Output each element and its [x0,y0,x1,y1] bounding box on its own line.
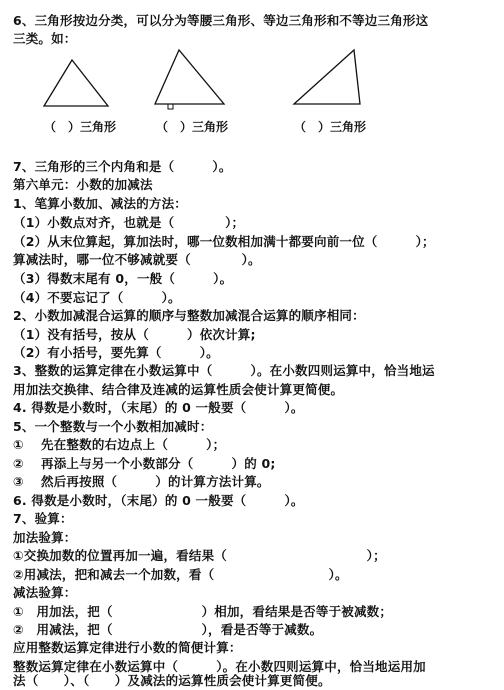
item-3-line-2: 用加法交换律、结合律及连减的运算性质会使计算更简便。 [13,382,344,397]
triangle-caption-3: （ ）三角形 [294,120,367,134]
scalene-triangle-figure [292,48,362,104]
addition-check-1: ①交换加数的位置再加一遍，看结果（ ）； [13,548,386,563]
q7-angle-sum: 7、三角形的三个内角和是（ ）。 [13,159,232,174]
right-angle-triangle-figure [152,48,232,104]
item-4: 4. 得数是小数时，（末尾）的 0 一般要（ ）。 [13,400,304,415]
item-6: 6. 得数是小数时，（末尾）的 0 一般要（ ）。 [13,493,304,508]
item-2-point-1: （1）没有括号，按从（ ）依次计算; [13,327,256,342]
simplified-calc-line-2: 法（ ）、（ ）及减法的运算性质会使计算更简便。 [13,673,331,688]
item-2-heading: 2、小数加减混合运算的顺序与整数加减混合运算的顺序相同： [13,308,365,323]
simplified-calc-heading: 应用整数运算定律进行小数的简便计算： [13,640,242,655]
subtraction-check-1: ① 用加法，把（ ）相加，看结果是否等于被减数； [13,604,393,619]
item-5-step-3: ③ 然后再按照（ ）的计算方法计算。 [13,474,270,489]
item-3-line-1: 3、整数的运算定律在小数运算中（ ）。在小数四则运算中，恰当地运 [13,363,435,378]
subtraction-check-2: ② 用减法，把（ ），看是否等于减数。 [13,622,323,637]
q6-line-2: 三类。如： [13,31,77,46]
triangle-caption-2: （ ）三角形 [156,120,229,134]
addition-check-heading: 加法验算： [13,530,77,545]
addition-check-2: ②用减法，把和减去一个加数，看（ ）。 [13,567,348,582]
item-5-step-2: ② 再添上与另一个小数部分（ ）的 0; [13,456,276,471]
item-1-point-3: （3）得数末尾有 0，一般（ ）。 [13,271,233,286]
item-2-point-2: （2）有小括号，要先算（ ）。 [13,345,219,360]
simplified-calc-line-1: 整数运算定律在小数运算中（ ）。在小数四则运算中，恰当地运用加 [13,659,426,674]
q6-line-1: 6、三角形按边分类，可以分为等腰三角形、等边三角形和不等边三角形这 [13,13,429,28]
item-1-point-1: （1）小数点对齐，也就是（ ）； [13,215,245,230]
item-7-heading: 7、验算： [13,511,73,526]
item-1-point-4: （4）不要忘记了（ ）。 [13,290,181,305]
item-5-step-1: ① 先在整数的右边点上（ ）； [13,437,226,452]
unit-six-heading: 第六单元：小数的加减法 [13,177,153,192]
triangle-caption-1: （ ）三角形 [44,120,117,134]
item-1-point-2: （2）从末位算起，算加法时，哪一位数相加满十都要向前一位（ ）； [13,234,435,249]
isosceles-triangle-figure [42,58,112,108]
subtraction-check-heading: 减法验算： [13,585,77,600]
item-5-heading: 5、一个整数与一个小数相加减时： [13,419,213,434]
item-1-heading: 1、笔算小数加、减法的方法： [13,196,187,211]
item-1-point-2-cont: 算减法时，哪一位不够减就要（ ）。 [13,252,261,267]
